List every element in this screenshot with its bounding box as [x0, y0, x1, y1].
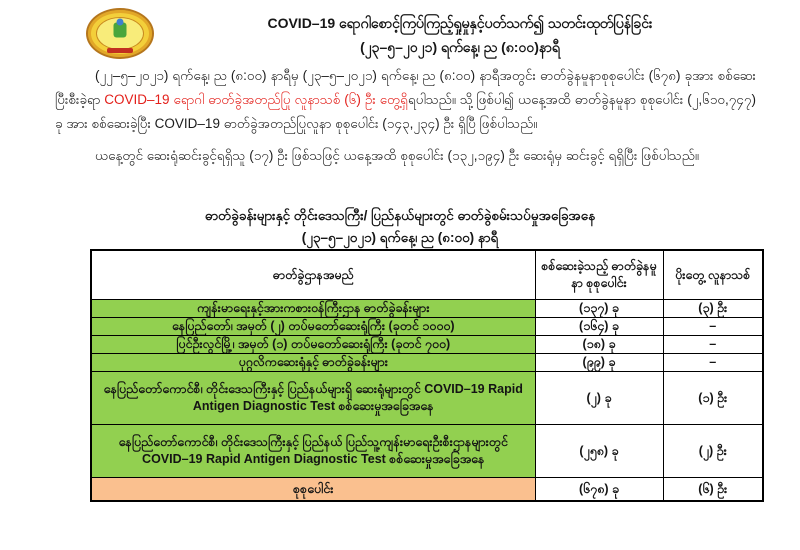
table-row: [91, 372, 763, 425]
positive-cell: –: [663, 336, 763, 354]
table-row: [91, 300, 763, 318]
paragraph-1-part1: (၂၂–၅–၂၀၂၁) ရက်နေ့၊ ည (၈:၀၀) နာရီမှ (၂၃–၅–၂၀၂၁) ရက်နေ့၊ ည (၈:၀၀) နာရီအတွင်း ဓာတ်ခွဲနမူနာစုစုပေါင်း (၆၇၈) ခုအား စစ်ဆေးပြီးစီးခဲ့ရာ: [55, 68, 756, 108]
table-header-row: [91, 250, 763, 300]
total-label-cell: စုစုပေါင်း: [91, 478, 535, 502]
paragraph-1: [55, 64, 756, 136]
samples-cell: (၂) ခု: [535, 372, 663, 425]
table-heading-line2: (၂၃–၅–၂၀၂၁) ရက်နေ့၊ ည (၈:၀၀) နာရီ: [301, 230, 499, 246]
lab-name-cell: ပုဂ္ဂလိကဆေးရုံနှင့် ဓာတ်ခွဲခန်းများ: [91, 354, 535, 372]
document-date: (၂၃–၅–၂၀၂၁) ရက်နေ့၊ ည (၈:၀၀)နာရီ: [360, 38, 560, 55]
table-heading-line1: ဓာတ်ခွဲခန်းများနှင့် တိုင်းဒေသကြီး/ ပြည်နယ်များတွင် ဓာတ်ခွဲစမ်းသပ်မှုအခြေအနေ: [204, 208, 596, 223]
table-heading: [60, 205, 740, 250]
positive-cell: (၃) ဦး: [663, 300, 763, 318]
samples-cell: (၁၆၄) ခု: [535, 318, 663, 336]
lab-name-cell: နေပြည်တော်ကောင်စီ၊ တိုင်းဒေသကြီးနှင့် ပြည်နယ်များရှိ ဆေးရုံများတွင် COVID–19 Rapid Antigen Diagnostic Test စစ်ဆေးမှုအခြေအနေ: [91, 372, 535, 425]
column-header-new-positive-cases: ပိုးတွေ့ လူနာသစ်: [663, 250, 763, 300]
positive-cell: (၁) ဦး: [663, 372, 763, 425]
ministry-of-health-seal-icon: [86, 8, 154, 59]
document-title: COVID–19 ရောဂါစောင့်ကြပ်ကြည့်ရှုမှုနှင့်ပတ်သက်၍ သတင်းထုတ်ပြန်ခြင်း: [267, 15, 653, 31]
table-total-row: [91, 478, 763, 502]
seal-banner: [107, 48, 133, 53]
lab-name-cell: နေပြည်တော်ကောင်စီ၊ တိုင်းဒေသကြီးနှင့် ပြည်နယ် ပြည်သူ့ကျန်းမာရေးဦးစီးဌာနများတွင် COVID–19 Rapid Antigen Diagnostic Test စစ်ဆေးမှုအခြေအနေ: [91, 425, 535, 478]
column-header-samples-tested: စစ်ဆေးခဲ့သည့် ဓာတ်ခွဲနမူနာ စုစုပေါင်း: [535, 250, 663, 300]
paragraph-1-highlight: COVID–19 ရောဂါ ဓာတ်ခွဲအတည်ပြု လူနာသစ် (၆) ဦး တွေ့ရှိ: [104, 92, 408, 108]
seal-emblem-dot: [117, 19, 124, 26]
samples-cell: (၁၃၇) ခု: [535, 300, 663, 318]
paragraph-2: ယနေ့တွင် ဆေးရုံဆင်းခွင့်ရရှိသူ (၁၇) ဦး ဖြစ်သဖြင့် ယနေ့အထိ စုစုပေါင်း (၁၃၂,၁၉၄) ဦး ဆေးရုံမှ ဆင်းခွင့် ရရှိပြီး ဖြစ်ပါသည်။: [95, 148, 699, 164]
table-row: [91, 354, 763, 372]
table-row: [91, 318, 763, 336]
positive-cell: –: [663, 318, 763, 336]
lab-name-cell: နေပြည်တော်၊ အမှတ် (၂) တပ်မတော်ဆေးရုံကြီး (ခုတင် ၁၀၀၀): [91, 318, 535, 336]
column-header-lab-name: ဓာတ်ခွဲဌာနအမည်: [91, 250, 535, 300]
samples-cell: (၂၅၈) ခု: [535, 425, 663, 478]
paragraph-1-part2: ရပါသည်။ သို့ဖြစ်ပါ၍ ယနေ့အထိ ဓာတ်ခွဲနမူနာ စုစုပေါင်း (၂,၆၁၀,၇၄၇) ခု အား စစ်ဆေးခဲ့ပြီး COVID–19 ဓာတ်ခွဲအတည်ပြုလူနာ စုစုပေါင်း (၁၄၃,၂၃၄) ဦး ရှိပြီ ဖြစ်ပါသည်။: [55, 92, 756, 132]
table-row: [91, 336, 763, 354]
positive-cell: –: [663, 354, 763, 372]
total-samples-cell: (၆၇၈) ခု: [535, 478, 663, 502]
body-text: [55, 64, 756, 176]
positive-cell: (၂) ဦး: [663, 425, 763, 478]
samples-cell: (၉၉) ခု: [535, 354, 663, 372]
lab-name-cell: ကျန်းမာရေးနှင့်အားကစားဝန်ကြီးဌာန ဓာတ်ခွဲခန်းများ: [91, 300, 535, 318]
document-header: [160, 12, 760, 60]
table-row: [91, 425, 763, 478]
samples-cell: (၁၈) ခု: [535, 336, 663, 354]
lab-name-cell: ပြင်ဦးလွင်မြို့၊ အမှတ် (၁) တပ်မတော်ဆေးရုံကြီး (ခုတင် ၇၀၀): [91, 336, 535, 354]
total-positive-cell: (၆) ဦး: [663, 478, 763, 502]
lab-results-table: [90, 249, 764, 502]
